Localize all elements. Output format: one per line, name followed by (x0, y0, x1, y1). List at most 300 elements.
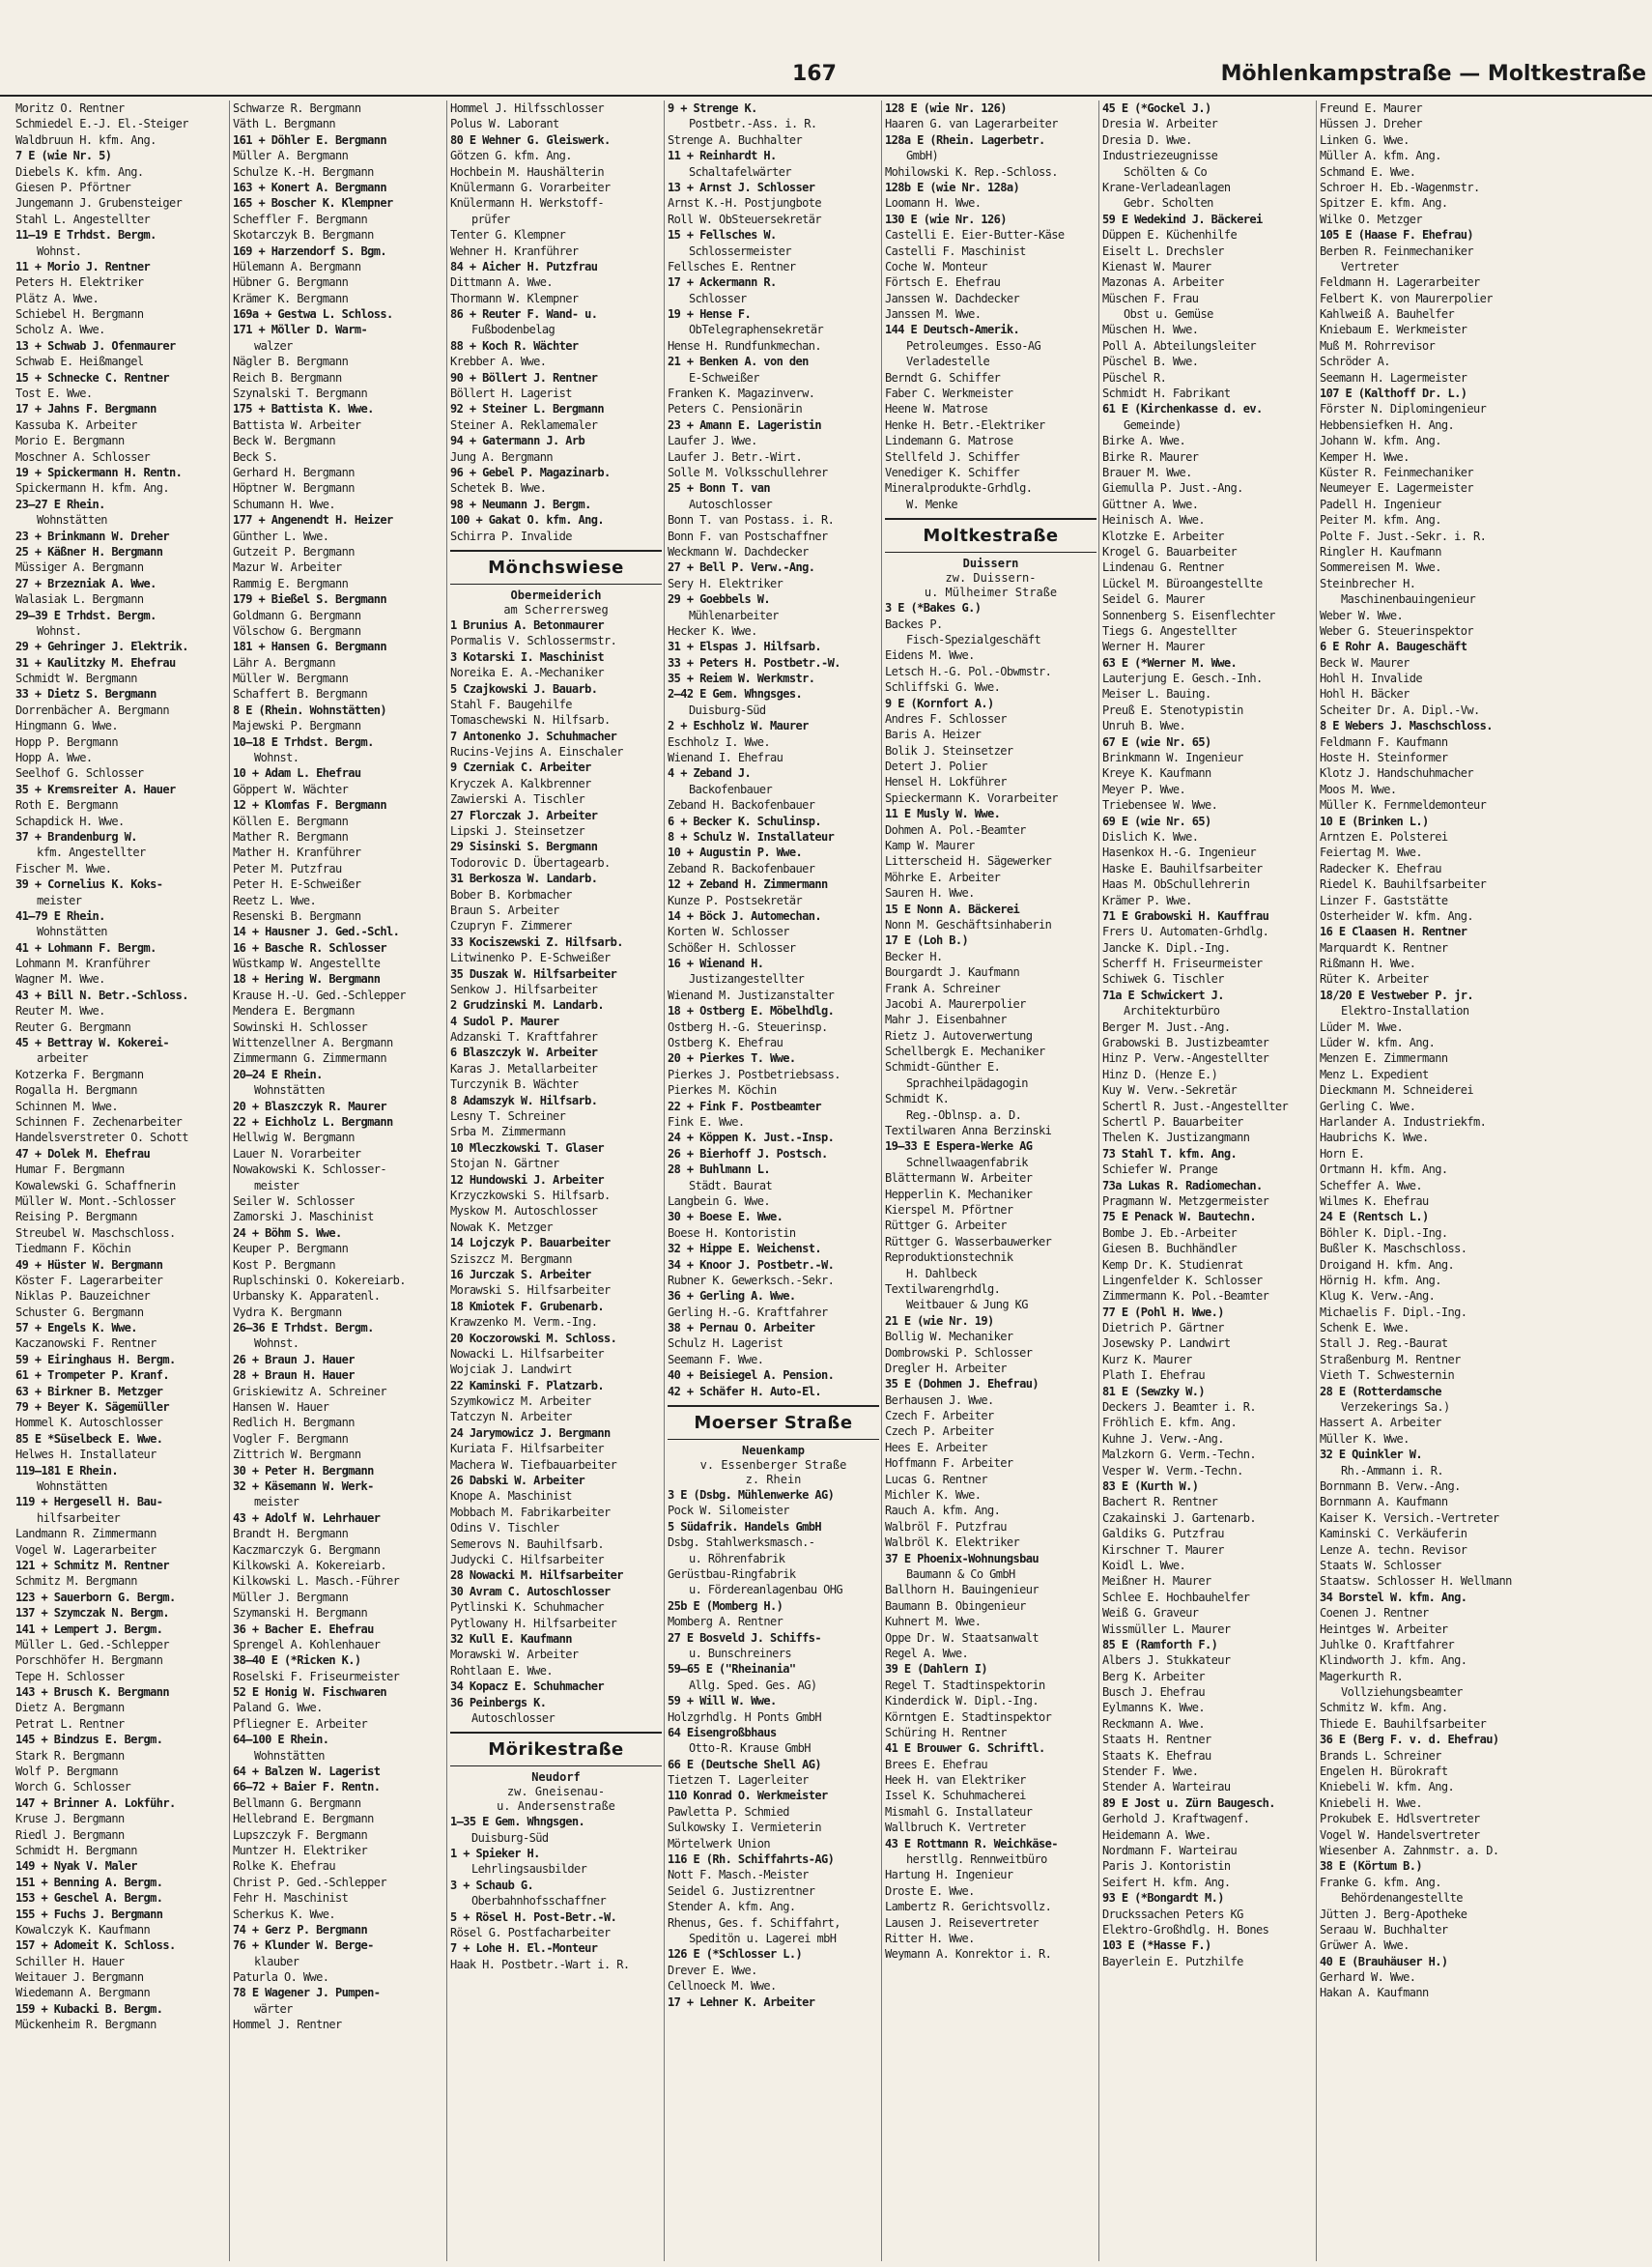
directory-entry: Dresia D. Wwe. (1102, 132, 1192, 147)
directory-entry: 40 + Beisiegel A. Pension. (668, 1368, 835, 1383)
directory-entry: Odins V. Tischler (450, 1521, 559, 1535)
directory-entry: 33 + Dietz S. Bergmann (15, 687, 157, 702)
directory-entry: 16 + Basche R. Schlosser (233, 940, 386, 955)
directory-entry: 128a E (Rhein. Lagerbetr. (885, 132, 1045, 147)
directory-entry: Porschhöfer H. Bergmann (15, 1653, 163, 1668)
entry-continuation: Wohnstätten (37, 925, 107, 939)
directory-entry: Roll W. ObSteuersekretär (668, 212, 821, 226)
directory-entry: Rucins-Vejins A. Einschaler (450, 745, 623, 760)
directory-entry: Bornmann A. Kaufmann (1320, 1495, 1448, 1509)
directory-entry: Gerling C. Wwe. (1320, 1099, 1416, 1113)
directory-entry: 11 + Reinhardt H. (668, 149, 777, 163)
directory-entry: Vieth T. Schwesternin (1320, 1368, 1455, 1383)
directory-entry: Deckers J. Beamter i. R. (1102, 1400, 1256, 1415)
directory-entry: 59—65 E ("Rheinania" (668, 1662, 796, 1677)
directory-entry: Meyer P. Wwe. (1102, 782, 1186, 796)
directory-entry: Schmidt-Günther E. (885, 1060, 1001, 1075)
directory-entry: Fehr H. Maschinist (233, 1891, 349, 1906)
directory-entry: Schaffert B. Bergmann (233, 687, 368, 702)
directory-entry: Seidel G. Maurer (1102, 592, 1205, 607)
directory-entry: 30 Avram C. Autoschlosser (450, 1584, 611, 1598)
directory-entry: Eiselt L. Drechsler (1102, 244, 1224, 258)
directory-entry: Loomann H. Wwe. (885, 196, 982, 211)
directory-entry: Tatczyn N. Arbeiter (450, 1410, 572, 1424)
directory-entry: Albers J. Stukkateur (1102, 1653, 1231, 1668)
entry-continuation: Vertreter (1341, 259, 1399, 273)
directory-entry: 28 + Buhlmann L. (668, 1162, 770, 1177)
directory-entry: Seelhof G. Schlosser (15, 766, 144, 781)
directory-entry: 73 Stahl T. kfm. Ang. (1102, 1146, 1238, 1161)
directory-entry: Waldbruun H. kfm. Ang. (15, 132, 157, 147)
directory-entry: 7 E (wie Nr. 5) (15, 149, 112, 163)
street-range-note: u. Mülheimer Straße (924, 586, 1058, 600)
directory-entry: Haak H. Postbetr.-Wart i. R. (450, 1957, 630, 1971)
directory-entry: Reetz L. Wwe. (233, 893, 317, 907)
directory-entry: Lauterjung E. Gesch.-Inh. (1102, 672, 1263, 686)
directory-entry: 25 + Bonn T. van (668, 481, 770, 496)
directory-entry: Laufer J. Wwe. (668, 434, 757, 448)
directory-entry: Schmiedel E.-J. El.-Steiger (15, 117, 188, 131)
directory-entry: Haas M. ObSchullehrerin (1102, 877, 1250, 892)
directory-entry: Kniebeli H. Wwe. (1320, 1795, 1422, 1810)
directory-entry: Gerhard W. Wwe. (1320, 1970, 1416, 1985)
directory-entry: 39 + Cornelius K. Koks- (15, 877, 163, 892)
directory-entry: Rauch A. kfm. Ang. (885, 1504, 1001, 1518)
street-range-note: zw. Gneisenau- (506, 1785, 606, 1799)
directory-entry: Müller L. Ged.-Schlepper (15, 1637, 169, 1651)
directory-column (1318, 100, 1534, 2261)
directory-entry: Semerovs N. Bauhilfsarb. (450, 1536, 604, 1551)
directory-entry: Heintges W. Arbeiter (1320, 1621, 1448, 1636)
directory-entry: Zeband R. Backofenbauer (668, 861, 815, 875)
directory-entry: Bachert R. Rentner (1102, 1495, 1218, 1509)
directory-entry: Lesny T. Schreiner (450, 1109, 566, 1124)
directory-entry: Holzgrhdlg. H Ponts GmbH (668, 1709, 821, 1724)
directory-entry: Giesen P. Pförtner (15, 180, 131, 194)
directory-entry: Hochbein M. Haushälterin (450, 164, 604, 179)
directory-entry: Streubel W. Maschschloss. (15, 1225, 176, 1240)
directory-entry: Werner H. Maurer (1102, 640, 1205, 654)
directory-entry: 31 Berkosza W. Landarb. (450, 872, 598, 886)
directory-entry: 7 + Lohe H. El.-Monteur (450, 1941, 598, 1956)
directory-entry: Hoste H. Steinformer (1320, 751, 1448, 765)
directory-entry: 171 + Möller D. Warm- (233, 323, 368, 337)
directory-entry: Schulz H. Lagerist (668, 1336, 783, 1351)
street-heading: Mönchswiese (450, 550, 662, 585)
directory-entry: Kowalewski G. Schaffnerin (15, 1178, 176, 1192)
entry-continuation: Postbetr.-Ass. i. R. (689, 117, 817, 131)
directory-entry: Niklas P. Bauzeichner (15, 1289, 151, 1304)
directory-entry: Czech P. Arbeiter (885, 1424, 994, 1439)
directory-entry: Schößer H. Schlosser (668, 940, 796, 955)
directory-entry: 37 + Brandenburg W. (15, 829, 137, 844)
directory-entry: 6 Blaszczyk W. Arbeiter (450, 1046, 598, 1060)
directory-entry: 71 E Grabowski H. Kauffrau (1102, 908, 1269, 923)
directory-entry: Wehner H. Kranführer (450, 244, 579, 258)
directory-entry: Krzyczkowski S. Hilfsarb. (450, 1189, 611, 1202)
directory-entry: 116 E (Rh. Schiffahrts-AG) (668, 1852, 835, 1867)
directory-entry: 12 + Zeband H. Zimmermann (668, 877, 828, 892)
directory-entry: Dresia W. Arbeiter (1102, 117, 1218, 131)
entry-continuation: Weitbauer & Jung KG (906, 1298, 1028, 1312)
entry-continuation: meister (254, 1178, 299, 1192)
entry-continuation: Obst u. Gemüse (1124, 307, 1213, 322)
directory-entry: Thormann W. Klempner (450, 291, 579, 305)
directory-entry: Resenski B. Bergmann (233, 908, 361, 923)
directory-entry: Schellbergk E. Mechaniker (885, 1045, 1045, 1059)
entry-continuation: Wohnst. (254, 751, 299, 765)
directory-entry: 10 E (Brinken L.) (1320, 814, 1429, 828)
directory-entry: Riedel K. Bauhilfsarbeiter (1320, 877, 1487, 892)
directory-entry: 41 + Lohmann F. Bergm. (15, 940, 157, 955)
directory-entry: Hensel H. Lokführer (885, 775, 1007, 789)
directory-entry: Sonnenberg S. Eisenflechter (1102, 608, 1275, 622)
directory-entry: Faber C. Werkmeister (885, 387, 1013, 401)
directory-entry: Ruplschinski O. Kokereiarb. (233, 1273, 406, 1287)
directory-entry: Birke A. Wwe. (1102, 434, 1186, 448)
directory-entry: Osterheider W. kfm. Ang. (1320, 908, 1473, 923)
directory-entry: Lipski J. Steinsetzer (450, 824, 585, 839)
directory-entry: Steinbrecher H. (1320, 576, 1416, 590)
directory-entry: Hinz D. (Henze E.) (1102, 1067, 1218, 1081)
directory-entry: Hingmann G. Wwe. (15, 719, 118, 733)
directory-entry: Laufer J. Betr.-Wirt. (668, 449, 803, 464)
directory-entry: 19 + Hense F. (668, 307, 752, 322)
directory-entry: 145 + Bindzus E. Bergm. (15, 1733, 163, 1747)
directory-entry: 29 + Gehringer J. Elektrik. (15, 640, 188, 654)
directory-entry: Linzer F. Gaststätte (1320, 893, 1448, 907)
directory-entry: 175 + Battista K. Wwe. (233, 402, 374, 416)
directory-entry: Czech F. Arbeiter (885, 1409, 994, 1423)
directory-entry: Scheiter Dr. A. Dipl.-Vw. (1320, 703, 1480, 717)
directory-entry: Kienast W. Maurer (1102, 259, 1211, 273)
directory-entry: Dieckmann M. Schneiderei (1320, 1083, 1473, 1098)
directory-entry: 29—39 E Trhdst. Bergm. (15, 608, 157, 622)
directory-entry: 13 + Schwab J. Ofenmaurer (15, 338, 176, 353)
directory-entry: Wallbruch K. Vertreter (885, 1821, 1026, 1835)
directory-entry: 26—36 E Trhdst. Bergm. (233, 1321, 374, 1335)
directory-entry: Textilwaren Anna Berzinski (885, 1124, 1052, 1138)
directory-entry: Ringler H. Kaufmann (1320, 544, 1441, 559)
directory-entry: 6 + Becker K. Schulinsp. (668, 814, 821, 828)
directory-entry: Sulkowsky I. Vermieterin (668, 1821, 821, 1835)
directory-entry: Szymkowicz M. Arbeiter (450, 1394, 591, 1409)
directory-entry: 59 + Eiringhaus H. Bergm. (15, 1352, 176, 1366)
street-heading: Mörikestraße (450, 1732, 662, 1766)
directory-entry: Oppe Dr. W. Staatsanwalt (885, 1630, 1039, 1645)
directory-entry: 49 + Hüster W. Bergmann (15, 1257, 163, 1272)
directory-entry: Knülermann H. Werkstoff- (450, 196, 604, 211)
directory-entry: 69 E (wie Nr. 65) (1102, 814, 1211, 828)
directory-entry: Polte F. Just.-Sekr. i. R. (1320, 529, 1487, 543)
directory-entry: 123 + Sauerborn G. Bergm. (15, 1590, 176, 1604)
directory-entry: Gutzeit P. Bergmann (233, 544, 355, 559)
directory-entry: Weitauer J. Bergmann (15, 1970, 144, 1985)
directory-entry: Hörnig H. kfm. Ang. (1320, 1273, 1441, 1287)
directory-entry: Mineralprodukte-Grhdlg. (885, 481, 1033, 496)
directory-entry: 77 E (Pohl H. Wwe.) (1102, 1305, 1224, 1319)
directory-entry: Preuß E. Stenotypistin (1102, 703, 1243, 717)
directory-entry: 96 + Gebel P. Magazinarb. (450, 465, 611, 479)
directory-entry: 45 E (*Gockel J.) (1102, 101, 1211, 115)
directory-entry: 40 E (Brauhäuser H.) (1320, 1954, 1448, 1968)
directory-entry: 41—79 E Rhein. (15, 908, 105, 923)
directory-entry: Haske E. Bauhilfsarbeiter (1102, 861, 1263, 875)
directory-entry: 8 E (Rhein. Wohnstätten) (233, 703, 386, 717)
directory-entry: Völschow G. Bergmann (233, 623, 361, 638)
directory-entry: Mather H. Kranführer (233, 846, 361, 860)
directory-entry: Beck W. Bergmann (233, 434, 335, 448)
entry-continuation: Oberbahnhofsschaffner (471, 1894, 607, 1908)
directory-entry: 143 + Brusch K. Bergmann (15, 1685, 169, 1700)
directory-entry: Gerhold J. Kraftwagenf. (1102, 1812, 1250, 1826)
directory-entry: Zeband H. Backofenbauer (668, 798, 815, 813)
directory-entry: 19—33 E Espera-Werke AG (885, 1139, 1033, 1154)
directory-entry: Müschen H. Wwe. (1102, 323, 1199, 337)
directory-entry: Hohl H. Bäcker (1320, 687, 1410, 702)
directory-entry: Jungemann J. Grubensteiger (15, 196, 183, 211)
directory-entry: Hopp A. Wwe. (15, 751, 93, 765)
directory-entry: Scheffer A. Wwe. (1320, 1178, 1422, 1192)
directory-entry: 20—24 E Rhein. (233, 1067, 323, 1081)
entry-continuation: Behördenangestellte (1341, 1891, 1463, 1906)
directory-entry: Prokubek E. Hdlsvertreter (1320, 1812, 1480, 1826)
street-range-note: z. Rhein (745, 1473, 802, 1487)
directory-entry: Weckmann W. Dachdecker (668, 544, 809, 559)
directory-entry: Staats K. Ehefrau (1102, 1748, 1211, 1763)
directory-entry: 21 + Benken A. von den (668, 355, 809, 369)
directory-entry: Berg K. Arbeiter (1102, 1669, 1205, 1683)
directory-entry: 18/20 E Vestweber P. jr. (1320, 988, 1473, 1002)
directory-entry: 45 + Bettray W. Kokerei- (15, 1036, 169, 1050)
directory-entry: Scheffler F. Bergmann (233, 212, 368, 226)
entry-continuation: Wohnstätten (37, 1478, 107, 1493)
directory-entry: 126 E (*Schlosser L.) (668, 1947, 803, 1962)
directory-entry: Hees E. Arbeiter (885, 1440, 987, 1454)
directory-column (883, 100, 1099, 2261)
directory-entry: Drever E. Wwe. (668, 1963, 757, 1977)
directory-entry: 24 + Köppen K. Just.-Insp. (668, 1131, 835, 1145)
directory-entry: Lohmann M. Kranführer (15, 957, 151, 971)
directory-entry: Hommel K. Autoschlosser (15, 1416, 163, 1430)
street-range-note: am Scherrersweg (503, 602, 609, 617)
directory-entry: Kruse J. Bergmann (15, 1812, 125, 1826)
directory-entry: Püschel R. (1102, 370, 1167, 385)
directory-entry: Stall J. Reg.-Baurat (1320, 1336, 1448, 1351)
directory-entry: 17 + Ackermann R. (668, 275, 777, 290)
directory-entry: Worch G. Schlosser (15, 1780, 131, 1794)
directory-entry: Pytlinski K. Schuhmacher (450, 1600, 604, 1615)
directory-entry: 36 E (Berg F. v. d. Ehefrau) (1320, 1733, 1499, 1747)
directory-entry: Stender F. Wwe. (1102, 1765, 1199, 1779)
directory-entry: 10—18 E Trhdst. Bergm. (233, 734, 374, 749)
directory-entry: Kinderdick W. Dipl.-Ing. (885, 1694, 1039, 1708)
directory-entry: Ortmann H. kfm. Ang. (1320, 1162, 1448, 1177)
directory-entry: Müller A. Bergmann (233, 149, 349, 163)
directory-entry: 157 + Adomeit K. Schloss. (15, 1938, 176, 1953)
directory-entry: Langbein G. Wwe. (668, 1193, 770, 1208)
directory-entry: Hommel J. Hilfsschlosser (450, 101, 604, 115)
directory-entry: Regel T. Stadtinspektorin (885, 1678, 1045, 1692)
directory-column (14, 100, 230, 2261)
directory-entry: 24 E (Rentsch L.) (1320, 1210, 1429, 1224)
entry-continuation: Wohnst. (254, 1336, 299, 1351)
directory-entry: Birke R. Maurer (1102, 449, 1199, 464)
directory-entry: 18 + Ostberg E. Möbelhdlg. (668, 1004, 835, 1019)
directory-entry: 22 Kaminski F. Platzarb. (450, 1378, 604, 1392)
directory-entry: 35 E (Dohmen J. Ehefrau) (885, 1377, 1039, 1392)
directory-entry: Straßenburg M. Rentner (1320, 1352, 1461, 1366)
directory-entry: Schiebel H. Bergmann (15, 307, 144, 322)
directory-entry: Seidel G. Justizrentner (668, 1883, 815, 1898)
entry-continuation: Gemeinde) (1124, 417, 1182, 432)
directory-entry: Schulze K.-H. Bergmann (233, 164, 374, 179)
directory-entry: Litterscheid H. Sägewerker (885, 854, 1052, 869)
directory-entry: Goldmann G. Bergmann (233, 608, 361, 622)
directory-entry: Tenter G. Klempner (450, 228, 566, 243)
directory-entry: 6 E Rohr A. Baugeschäft (1320, 640, 1467, 654)
directory-entry: Spickermann H. kfm. Ang. (15, 481, 169, 496)
directory-entry: Bonn F. van Postschaffner (668, 529, 828, 543)
directory-entry: Kuy W. Verw.-Sekretär (1102, 1083, 1238, 1098)
directory-entry: Arnst K.-H. Postjungbote (668, 196, 821, 211)
directory-entry: Tepe H. Schlosser (15, 1669, 125, 1683)
directory-entry: 18 Kmiotek F. Grubenarb. (450, 1299, 604, 1313)
entry-continuation: Architekturbüro (1124, 1004, 1220, 1019)
entry-continuation: Allg. Sped. Ges. AG) (689, 1678, 817, 1692)
directory-entry: 85 E (Ramforth F.) (1102, 1637, 1218, 1651)
directory-entry: 10 + Augustin P. Wwe. (668, 846, 803, 860)
directory-entry: 110 Konrad O. Werkmeister (668, 1789, 828, 1803)
directory-entry: 85 E *Süselbeck E. Wwe. (15, 1431, 163, 1446)
directory-entry: Gerüstbau-Ringfabrik (668, 1566, 796, 1581)
directory-entry: Tiegs G. Angestellter (1102, 623, 1238, 638)
directory-entry: Bonn T. van Postass. i. R. (668, 513, 835, 528)
entry-continuation: wärter (254, 2001, 293, 2016)
directory-entry: Scholz A. Wwe. (15, 323, 105, 337)
directory-entry: Köllen E. Bergmann (233, 814, 349, 828)
directory-entry: Regel A. Wwe. (885, 1646, 969, 1660)
directory-entry: 10 Mleczkowski T. Glaser (450, 1140, 604, 1155)
directory-entry: Schmidt W. Bergmann (15, 672, 137, 686)
directory-entry: Plätz A. Wwe. (15, 291, 100, 305)
directory-entry: Peter M. Putzfrau (233, 861, 342, 875)
directory-entry: 63 E (*Werner M. Wwe. (1102, 655, 1238, 670)
directory-entry: Rißmann H. Wwe. (1320, 957, 1416, 971)
directory-entry: 57 + Engels K. Wwe. (15, 1321, 137, 1335)
street-range-header: Möhlenkampstraße — Moltkestraße (1220, 62, 1646, 86)
directory-entry: Vogel W. Lagerarbeiter (15, 1542, 157, 1557)
directory-entry: Müller J. Bergmann (233, 1590, 349, 1604)
directory-entry: 27 E Bosveld J. Schiffs- (668, 1630, 821, 1645)
directory-entry: 130 E (wie Nr. 126) (885, 212, 1007, 226)
directory-entry: Schiller H. Hauer (15, 1954, 125, 1968)
directory-entry: Venediger K. Schiffer (885, 465, 1020, 479)
directory-entry: Spitzer E. kfm. Ang. (1320, 196, 1448, 211)
directory-entry: 32 Kull E. Kaufmann (450, 1631, 572, 1646)
directory-entry: 80 E Wehner G. Gleiswerk. (450, 132, 611, 147)
directory-entry: Schroer H. Eb.-Wagenmstr. (1320, 180, 1480, 194)
directory-entry: 9 + Strenge K. (668, 101, 757, 115)
directory-entry: Zimmermann K. Pol.-Beamter (1102, 1289, 1269, 1304)
directory-entry: 3 E (Dsbg. Mühlenwerke AG) (668, 1488, 835, 1503)
directory-entry: Eidens M. Wwe. (885, 648, 975, 663)
directory-entry: Todorovic D. Übertagearb. (450, 855, 611, 870)
entry-continuation: Reg.-Oblnsp. a. D. (906, 1107, 1022, 1122)
directory-column (1100, 100, 1317, 2261)
directory-entry: 43 + Bill N. Betr.-Schloss. (15, 988, 188, 1002)
directory-entry: Triebensee W. Wwe. (1102, 798, 1218, 813)
street-range-note: v. Essenberger Straße (699, 1458, 847, 1473)
directory-entry: Droste E. Wwe. (885, 1883, 975, 1898)
directory-entry: Nordmann F. Warteirau (1102, 1843, 1238, 1857)
directory-entry: Günther L. Wwe. (233, 529, 329, 543)
directory-entry: Staats H. Rentner (1102, 1733, 1211, 1747)
directory-entry: Eschholz I. Wwe. (668, 734, 770, 749)
directory-entry: Schertl P. Bauarbeiter (1102, 1115, 1243, 1129)
directory-entry: Kassuba K. Arbeiter (15, 417, 137, 432)
directory-entry: Zittrich W. Bergmann (233, 1448, 361, 1462)
directory-entry: Dregler H. Arbeiter (885, 1361, 1007, 1375)
directory-entry: Heene W. Matrose (885, 402, 987, 416)
directory-entry: 141 + Lempert J. Bergm. (15, 1621, 163, 1636)
directory-entry: Kaminski C. Verkäuferin (1320, 1527, 1467, 1541)
directory-entry: Lingenfelder K. Schlosser (1102, 1273, 1263, 1287)
directory-entry: Hecker K. Wwe. (668, 623, 757, 638)
directory-entry: Krogel G. Bauarbeiter (1102, 544, 1238, 559)
directory-entry: Letsch H.-G. Pol.-Obwmstr. (885, 664, 1052, 678)
directory-entry: Pytlowany H. Hilfsarbeiter (450, 1616, 617, 1630)
entry-continuation: u. Röhrenfabrik (689, 1551, 785, 1565)
directory-entry: Kaiser K. Versich.-Vertreter (1320, 1510, 1499, 1525)
directory-entry: Industriezeugnisse (1102, 149, 1218, 163)
directory-entry: Kniebaum E. Werkmeister (1320, 323, 1467, 337)
directory-entry: Küster R. Feinmechaniker (1320, 465, 1473, 479)
directory-entry: Sprengel A. Kohlenhauer (233, 1637, 381, 1651)
directory-entry: 20 + Blaszczyk R. Maurer (233, 1099, 386, 1113)
directory-entry: 36 + Bacher E. Ehefrau (233, 1621, 374, 1636)
directory-entry: Polus W. Laborant (450, 117, 559, 131)
entry-continuation: klauber (254, 1954, 299, 1968)
entry-continuation: Fußbodenbelag (471, 323, 555, 337)
directory-entry: Schröder A. (1320, 355, 1390, 369)
directory-entry: Landmann R. Zimmermann (15, 1527, 157, 1541)
street-range-note: zw. Duissern- (945, 571, 1037, 586)
directory-entry: 177 + Angenendt H. Heizer (233, 513, 393, 528)
page-header (0, 56, 1652, 97)
directory-entry: 36 Peinbergs K. (450, 1695, 547, 1709)
directory-entry: Müller A. kfm. Ang. (1320, 149, 1441, 163)
directory-entry: Freund E. Maurer (1320, 101, 1422, 115)
directory-entry: Strenge A. Buchhalter (668, 132, 803, 147)
directory-entry: 4 Sudol P. Maurer (450, 1014, 559, 1028)
directory-entry: Rhenus, Ges. f. Schiffahrt, (668, 1915, 840, 1930)
directory-entry: Detert J. Polier (885, 760, 987, 774)
directory-entry: Malzkorn G. Verm.-Techn. (1102, 1448, 1256, 1462)
directory-entry: 14 + Hausner J. Ged.-Schl. (233, 925, 400, 939)
directory-entry: Hoffmann F. Arbeiter (885, 1456, 1013, 1471)
directory-entry: Stahl L. Angestellter (15, 212, 151, 226)
entry-continuation: Backofenbauer (689, 782, 773, 796)
entry-continuation: Duisburg-Süd (471, 1830, 549, 1845)
directory-entry: Brands L. Schreiner (1320, 1748, 1441, 1763)
directory-entry: Bayerlein E. Putzhilfe (1102, 1954, 1243, 1968)
directory-entry: Kemper H. Wwe. (1320, 449, 1410, 464)
directory-entry: Szymanski H. Bergmann (233, 1606, 368, 1621)
directory-entry: Pfliegner E. Arbeiter (233, 1716, 368, 1731)
entry-continuation: Speditön u. Lagerei mbH (689, 1931, 837, 1945)
directory-entry: Vogel W. Handelsvertreter (1320, 1827, 1480, 1842)
